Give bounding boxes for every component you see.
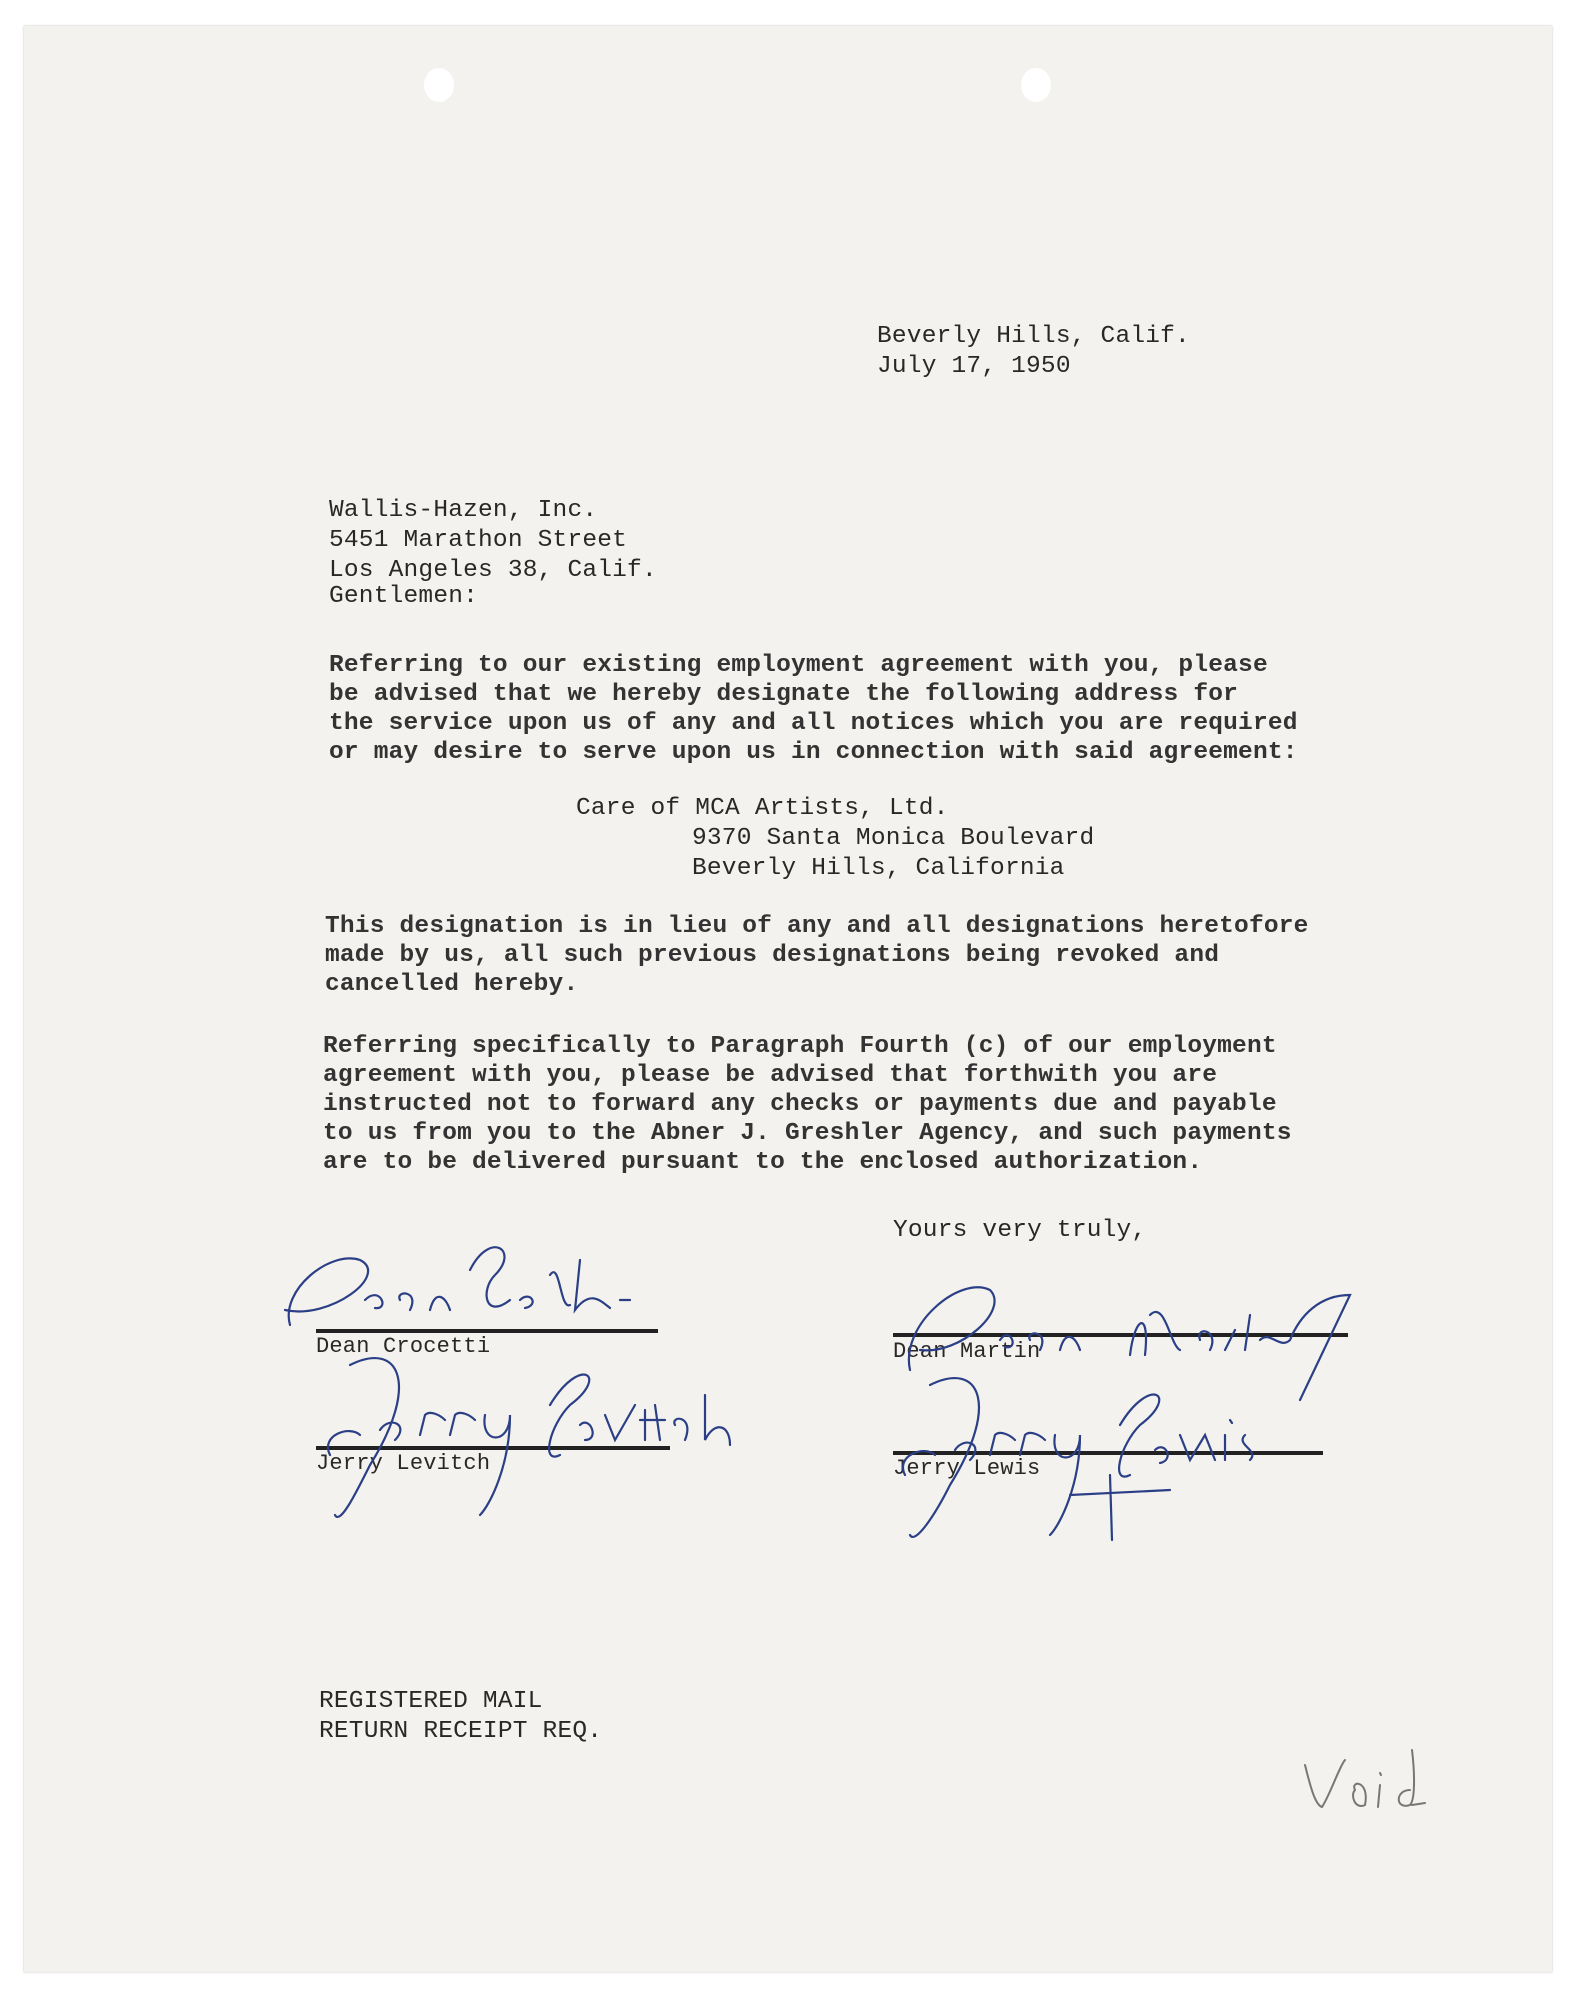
paragraph2-line: This designation is in lieu of any and all designations heretofore — [325, 913, 1309, 940]
paragraph1-line: Referring to our existing employment agreement with you, please — [329, 652, 1268, 679]
handwritten-void-note — [1300, 1745, 1450, 1825]
letter-place: Beverly Hills, Calif. — [877, 323, 1190, 350]
signature-jerry-levitch — [310, 1345, 750, 1535]
paragraph3-line: Referring specifically to Paragraph Fourth (c) of our employment — [323, 1033, 1277, 1060]
addressee-line: 5451 Marathon Street — [329, 527, 628, 554]
paragraph2-line: cancelled hereby. — [325, 971, 579, 998]
paragraph3-line: agreement with you, please be advised that forthwith you are — [323, 1062, 1218, 1089]
typed-name-dean-crocetti: Dean Crocetti — [316, 1334, 491, 1359]
designated-address-line: Beverly Hills, California — [692, 855, 1065, 882]
typed-name-jerry-lewis: Jerry Lewis — [893, 1456, 1041, 1481]
mail-notation-line: RETURN RECEIPT REQ. — [319, 1718, 603, 1745]
addressee-line: Wallis-Hazen, Inc. — [329, 497, 598, 524]
salutation: Gentlemen: — [329, 583, 479, 610]
paragraph1-line: the service upon us of any and all notices which you are required — [329, 710, 1298, 737]
mail-notation-line: REGISTERED MAIL — [319, 1688, 543, 1715]
paragraph2-line: made by us, all such previous designations being revoked and — [325, 942, 1220, 969]
designated-address-line: Care of MCA Artists, Ltd. — [576, 795, 949, 822]
typed-name-dean-martin: Dean Martin — [893, 1339, 1041, 1364]
designated-address-line: 9370 Santa Monica Boulevard — [692, 825, 1095, 852]
paragraph3-line: instructed not to forward any checks or payments due and payable — [323, 1091, 1277, 1118]
closing: Yours very truly, — [893, 1217, 1147, 1244]
punch-hole — [424, 68, 454, 102]
paragraph1-line: be advised that we hereby designate the following address for — [329, 681, 1239, 708]
paragraph3-line: to us from you to the Abner J. Greshler Agency, and such payments — [323, 1120, 1292, 1147]
punch-hole — [1021, 68, 1051, 102]
paragraph1-line: or may desire to serve upon us in connection with said agreement: — [329, 739, 1298, 766]
paragraph3-line: are to be delivered pursuant to the enclosed authorization. — [323, 1149, 1203, 1176]
typed-name-jerry-levitch: Jerry Levitch — [316, 1451, 491, 1476]
signature-dean-crocetti — [270, 1230, 670, 1340]
letter-page — [24, 26, 1552, 1972]
signature-jerry-lewis — [890, 1365, 1330, 1555]
addressee-line: Los Angeles 38, Calif. — [329, 557, 657, 584]
letter-date: July 17, 1950 — [877, 353, 1071, 380]
